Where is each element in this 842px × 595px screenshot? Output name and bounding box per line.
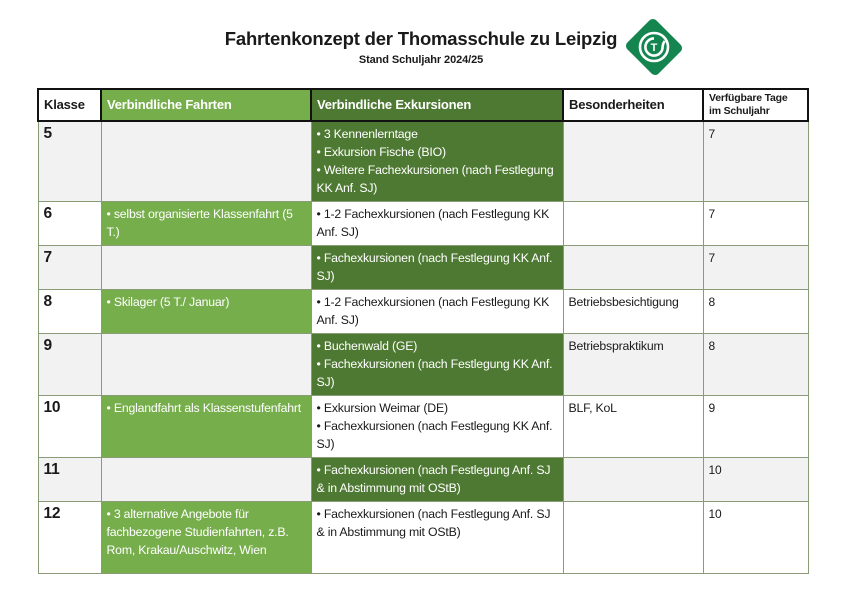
- besonderheiten-cell: [563, 121, 703, 202]
- fahrten-cell: [101, 121, 311, 202]
- exkursion-item: • 1-2 Fachexkursionen (nach Festlegung KK Anf. SJ): [316, 295, 550, 327]
- tage-cell: 8: [703, 290, 808, 334]
- col-header-verfuegbare-tage: Verfügbare Tage im Schuljahr: [703, 89, 808, 121]
- table-row-klasse-11: [38, 458, 808, 502]
- exkursionen-cell: [311, 502, 563, 574]
- fahrtenkonzept-table: [37, 88, 809, 574]
- exkursion-item: • Fachexkursionen (nach Festlegung KK Anf. SJ): [316, 251, 553, 283]
- exkursionen-cell: [311, 396, 563, 458]
- tage-cell: 10: [703, 502, 808, 574]
- klasse-cell: 7: [38, 246, 101, 290]
- exkursionen-cell: [311, 246, 563, 290]
- page-subtitle: Stand Schuljahr 2024/25: [358, 54, 484, 66]
- table-row-klasse-10: [38, 396, 808, 458]
- exkursion-item: • Fachexkursionen (nach Festlegung KK Anf. SJ): [316, 357, 553, 389]
- document-header: [0, 0, 842, 68]
- exkursionen-cell: [311, 290, 563, 334]
- exkursionen-cell: [311, 121, 563, 202]
- tage-cell: 8: [703, 334, 808, 396]
- exkursion-item: • 1-2 Fachexkursionen (nach Festlegung KK Anf. SJ): [316, 207, 550, 239]
- col-header-klasse: Klasse: [38, 89, 101, 121]
- fahrten-cell: [101, 458, 311, 502]
- fahrten-cell: [101, 202, 311, 246]
- fahrten-cell: [101, 502, 311, 574]
- klasse-cell: 12: [38, 502, 101, 574]
- tage-cell: 9: [703, 396, 808, 458]
- fahrten-cell: [101, 396, 311, 458]
- fahrten-cell: [101, 334, 311, 396]
- besonderheiten-cell: Betriebspraktikum: [563, 334, 703, 396]
- exkursion-item: • Exkursion Fische (BIO): [316, 145, 446, 159]
- exkursion-item: • Exkursion Weimar (DE): [316, 401, 448, 415]
- fahrt-item: • selbst organisierte Klassenfahrt (5 T.): [106, 207, 293, 239]
- tage-cell: 7: [703, 202, 808, 246]
- tage-cell: 7: [703, 121, 808, 202]
- table-row-klasse-8: [38, 290, 808, 334]
- table-row-klasse-5: [38, 121, 808, 202]
- besonderheiten-cell: Betriebsbesichtigung: [563, 290, 703, 334]
- besonderheiten-cell: [563, 202, 703, 246]
- tage-cell: 7: [703, 246, 808, 290]
- exkursion-item: • Fachexkursionen (nach Festlegung KK Anf. SJ): [316, 419, 553, 451]
- col-header-verbindliche-exkursionen: Verbindliche Exkursionen: [311, 89, 563, 121]
- klasse-cell: 5: [38, 121, 101, 202]
- exkursion-item: • 3 Kennenlerntage: [316, 127, 418, 141]
- exkursion-item: • Fachexkursionen (nach Festlegung Anf. SJ & in Abstimmung mit OStB): [316, 463, 551, 495]
- col-header-besonderheiten: Besonderheiten: [563, 89, 703, 121]
- table-row-klasse-7: [38, 246, 808, 290]
- table-row-klasse-9: [38, 334, 808, 396]
- besonderheiten-cell: [563, 246, 703, 290]
- col-header-verbindliche-fahrten: Verbindliche Fahrten: [101, 89, 311, 121]
- page-title: Fahrtenkonzept der Thomasschule zu Leipzig: [224, 28, 618, 49]
- fahrt-item: • 3 alternative Angebote für fachbezogene Studienfahrten, z.B. Rom, Krakau/Auschwitz, Wien: [106, 507, 289, 557]
- besonderheiten-cell: BLF, KoL: [563, 396, 703, 458]
- fahrten-cell: [101, 290, 311, 334]
- fahrt-item: • Englandfahrt als Klassenstufenfahrt: [106, 401, 301, 415]
- besonderheiten-cell: [563, 458, 703, 502]
- tage-cell: 10: [703, 458, 808, 502]
- thomasschule-logo-icon: [621, 16, 687, 78]
- exkursionen-cell: [311, 202, 563, 246]
- exkursion-item: • Weitere Fachexkursionen (nach Festlegung KK Anf. SJ): [316, 163, 554, 195]
- klasse-cell: 10: [38, 396, 101, 458]
- table-row-klasse-6: [38, 202, 808, 246]
- header-row: [38, 89, 808, 121]
- exkursionen-cell: [311, 458, 563, 502]
- besonderheiten-cell: [563, 502, 703, 574]
- klasse-cell: 11: [38, 458, 101, 502]
- klasse-cell: 8: [38, 290, 101, 334]
- exkursion-item: • Buchenwald (GE): [316, 339, 418, 353]
- klasse-cell: 9: [38, 334, 101, 396]
- fahrten-cell: [101, 246, 311, 290]
- exkursionen-cell: [311, 334, 563, 396]
- fahrt-item: • Skilager (5 T./ Januar): [106, 295, 230, 309]
- table-row-klasse-12: [38, 502, 808, 574]
- exkursion-item: • Fachexkursionen (nach Festlegung Anf. SJ & in Abstimmung mit OStB): [316, 507, 551, 539]
- klasse-cell: 6: [38, 202, 101, 246]
- logo-letter: T: [650, 41, 658, 54]
